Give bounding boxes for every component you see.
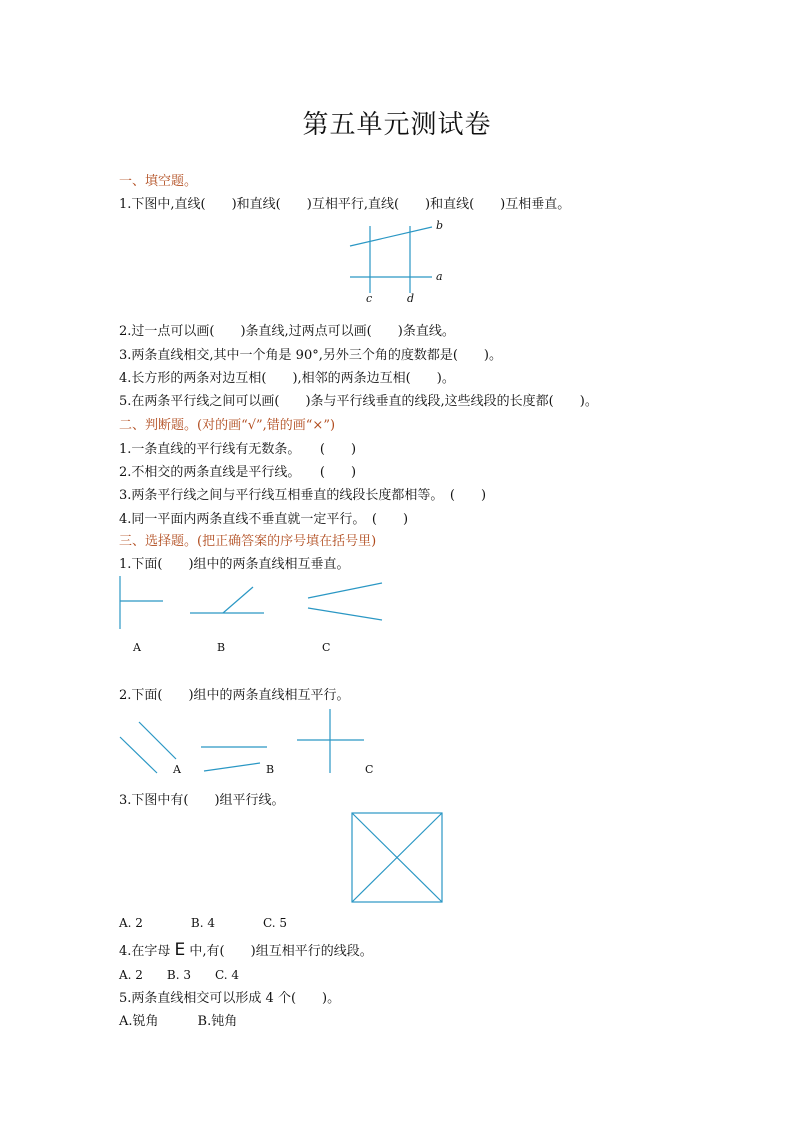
question-3-2: 2.下面( )组中的两条直线相互平行。	[119, 688, 350, 703]
question-2-2: 2.不相交的两条直线是平行线。 ( )	[119, 465, 357, 480]
label-c: c	[366, 292, 373, 305]
q3-2-option-c: C	[365, 763, 374, 776]
q3-1-option-a: A	[133, 641, 141, 654]
question-3-5: 5.两条直线相交可以形成 4 个( )。	[119, 991, 341, 1006]
label-b: b	[436, 219, 444, 232]
question-1-4: 4.长方形的两条对边互相( ),相邻的两条边互相( )。	[119, 371, 455, 386]
label-d: d	[407, 292, 415, 305]
q3-2-option-b: B	[266, 763, 275, 776]
q3-4-text-post: 中,有( )组互相平行的线段。	[185, 944, 373, 959]
q3-4-options: A. 2 B. 3 C. 4	[119, 968, 240, 982]
question-1-5: 5.在两条平行线之间可以画( )条与平行线垂直的线段,这些线段的长度都( )。	[119, 394, 598, 409]
q3-4-text-pre: 4.在字母	[119, 944, 175, 959]
question-2-3: 3.两条平行线之间与平行线互相垂直的线段长度都相等。 ( )	[119, 488, 487, 503]
question-1-3: 3.两条直线相交,其中一个角是 90°,另外三个角的度数都是( )。	[119, 348, 502, 363]
label-a: a	[436, 270, 443, 283]
question-2-1: 1.一条直线的平行线有无数条。 ( )	[119, 442, 357, 457]
question-3-3: 3.下图中有( )组平行线。	[119, 793, 285, 808]
question-2-4: 4.同一平面内两条直线不垂直就一定平行。 ( )	[119, 512, 409, 527]
section-heading-choice: 三、选择题。(把正确答案的序号填在括号里)	[119, 534, 377, 549]
question-1-2: 2.过一点可以画( )条直线,过两点可以画( )条直线。	[119, 324, 455, 339]
q3-5-options: A.锐角 B.钝角	[119, 1014, 238, 1029]
question-3-4	[119, 940, 373, 960]
q3-3-options: A. 2 B. 4 C. 5	[119, 916, 288, 930]
section-heading-true-false: 二、判断题。(对的画“√”,错的画“×”)	[119, 418, 336, 433]
q3-1-option-c: C	[322, 641, 331, 654]
page-title: 第五单元测试卷	[302, 110, 492, 140]
q3-2-option-a: A	[173, 763, 181, 776]
q3-1-option-b: B	[217, 641, 226, 654]
letter-e: E	[174, 940, 186, 960]
question-3-1: 1.下面( )组中的两条直线相互垂直。	[119, 557, 350, 572]
question-1-1: 1.下图中,直线( )和直线( )互相平行,直线( )和直线( )互相垂直。	[119, 197, 571, 212]
section-heading-fill-in: 一、填空题。	[119, 174, 198, 189]
